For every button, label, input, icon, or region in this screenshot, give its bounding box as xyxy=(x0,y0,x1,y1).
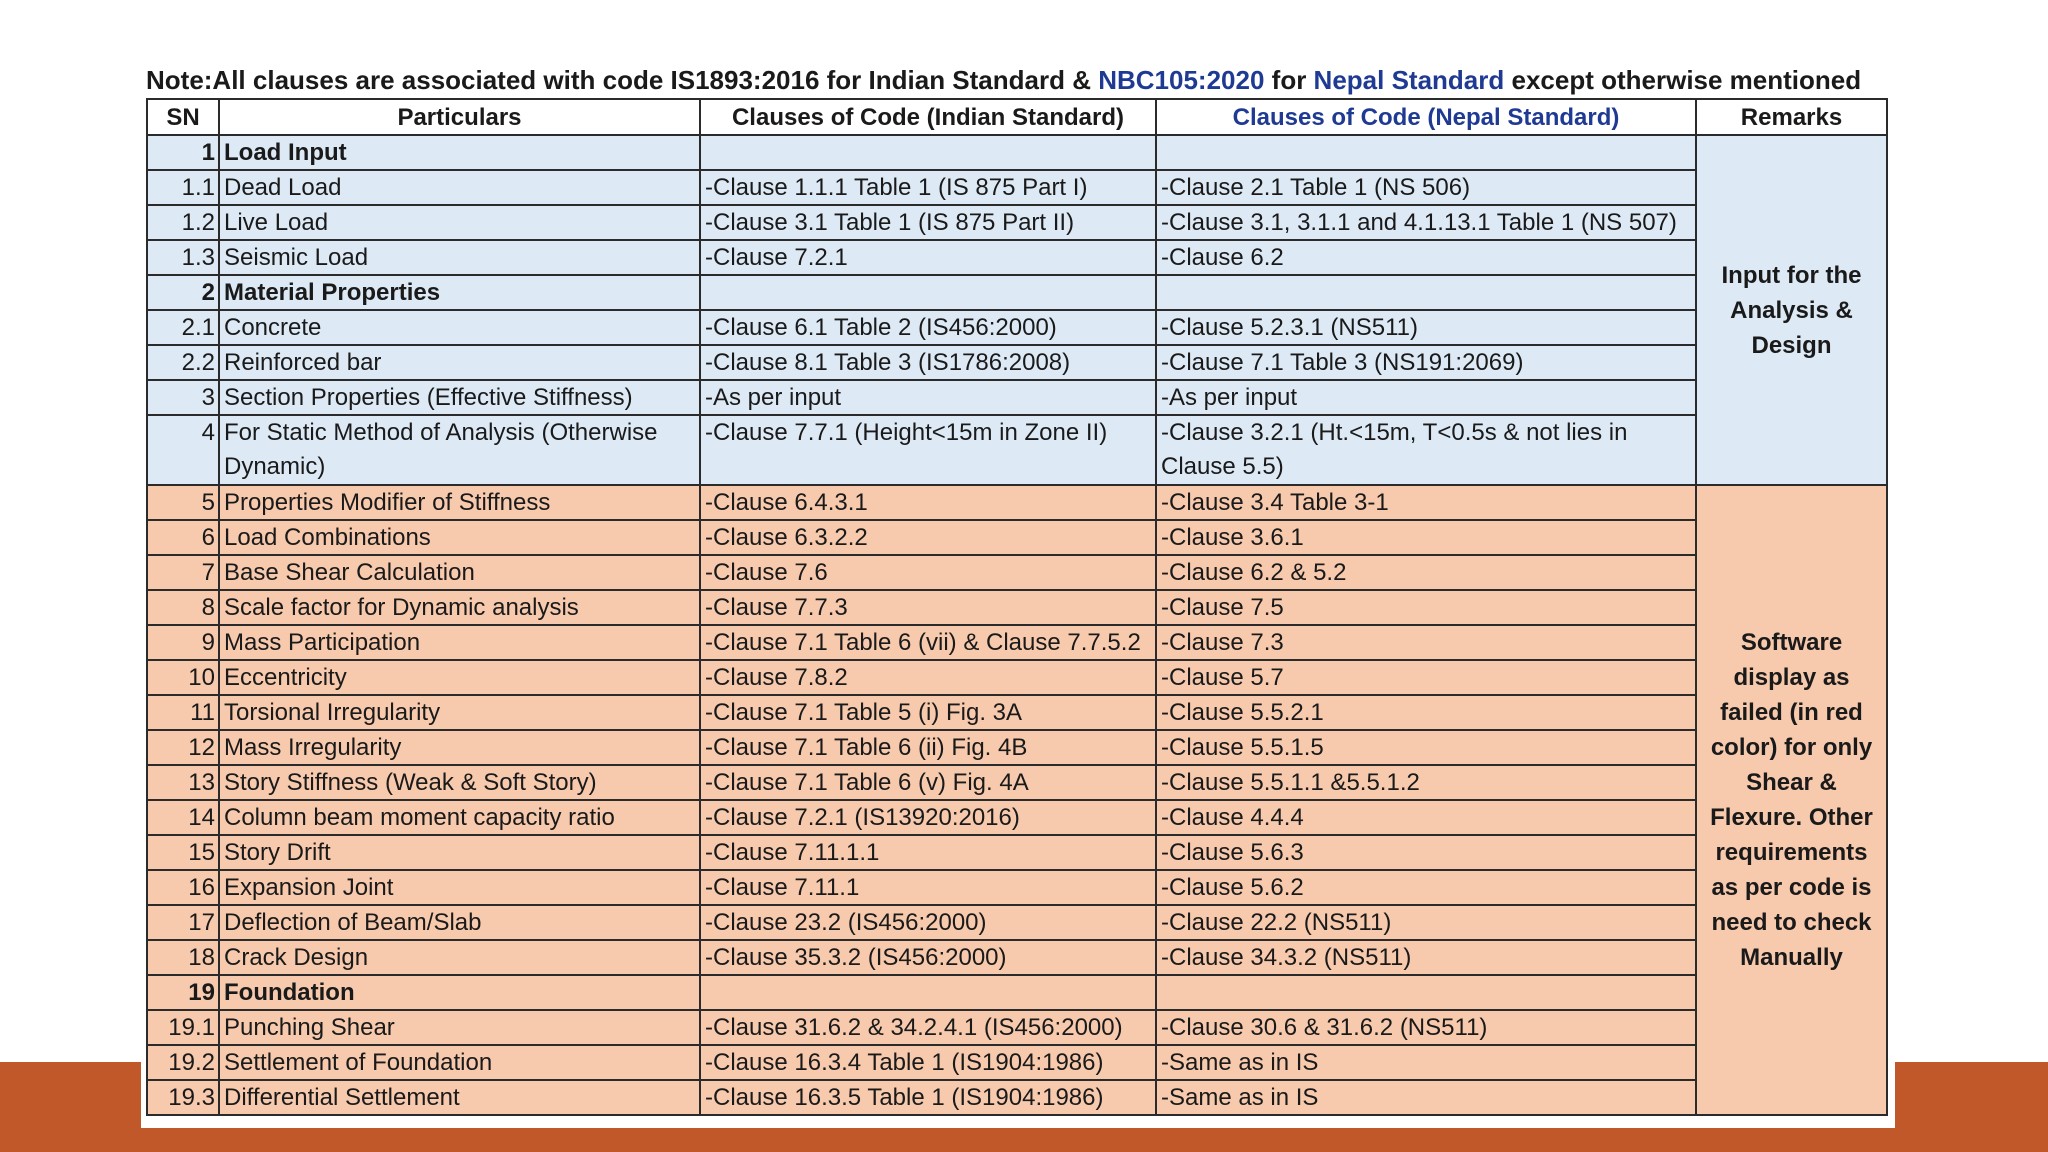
indian-clause-cell xyxy=(700,135,1156,170)
indian-clause-cell: -Clause 7.1 Table 6 (v) Fig. 4A xyxy=(700,765,1156,800)
table-row xyxy=(147,275,1887,310)
table-row xyxy=(147,765,1887,800)
particulars-cell: Seismic Load xyxy=(219,240,700,275)
nepal-clause-cell: -Same as in IS xyxy=(1156,1080,1696,1115)
table-row xyxy=(147,345,1887,380)
table-row xyxy=(147,660,1887,695)
table-row xyxy=(147,1080,1887,1115)
indian-clause-cell: -Clause 1.1.1 Table 1 (IS 875 Part I) xyxy=(700,170,1156,205)
table-row xyxy=(147,520,1887,555)
table-row xyxy=(147,485,1887,520)
header-remarks: Remarks xyxy=(1696,99,1887,135)
nepal-clause-cell: -Clause 4.4.4 xyxy=(1156,800,1696,835)
particulars-cell: Concrete xyxy=(219,310,700,345)
sn-cell: 14 xyxy=(147,800,219,835)
indian-clause-cell: -Clause 35.3.2 (IS456:2000) xyxy=(700,940,1156,975)
table-row xyxy=(147,870,1887,905)
nepal-clause-cell: -Same as in IS xyxy=(1156,1045,1696,1080)
table-row xyxy=(147,905,1887,940)
sn-cell: 11 xyxy=(147,695,219,730)
indian-clause-cell xyxy=(700,975,1156,1010)
indian-clause-cell: -Clause 7.7.3 xyxy=(700,590,1156,625)
indian-clause-cell: -Clause 6.3.2.2 xyxy=(700,520,1156,555)
nepal-clause-cell: -Clause 5.7 xyxy=(1156,660,1696,695)
sn-cell: 1.1 xyxy=(147,170,219,205)
nepal-clause-cell: -Clause 6.2 xyxy=(1156,240,1696,275)
sn-cell: 19.3 xyxy=(147,1080,219,1115)
indian-clause-cell: -Clause 7.1 Table 6 (vii) & Clause 7.7.5.2 xyxy=(700,625,1156,660)
table-row xyxy=(147,555,1887,590)
sn-cell: 16 xyxy=(147,870,219,905)
sn-cell: 2.1 xyxy=(147,310,219,345)
nepal-clause-cell: -Clause 3.6.1 xyxy=(1156,520,1696,555)
particulars-cell: Crack Design xyxy=(219,940,700,975)
nepal-clause-cell: -Clause 7.3 xyxy=(1156,625,1696,660)
nepal-clause-cell: -Clause 5.6.2 xyxy=(1156,870,1696,905)
sn-cell: 19.2 xyxy=(147,1045,219,1080)
nepal-clause-cell: -Clause 7.1 Table 3 (NS191:2069) xyxy=(1156,345,1696,380)
particulars-cell: Differential Settlement xyxy=(219,1080,700,1115)
particulars-cell: Settlement of Foundation xyxy=(219,1045,700,1080)
table-row xyxy=(147,380,1887,415)
nepal-clause-cell: -Clause 22.2 (NS511) xyxy=(1156,905,1696,940)
table-row xyxy=(147,625,1887,660)
nepal-clause-cell: -Clause 7.5 xyxy=(1156,590,1696,625)
sn-cell: 18 xyxy=(147,940,219,975)
indian-clause-cell: -As per input xyxy=(700,380,1156,415)
sn-cell: 4 xyxy=(147,415,219,485)
particulars-cell: Foundation xyxy=(219,975,700,1010)
table-row xyxy=(147,835,1887,870)
header-sn: SN xyxy=(147,99,219,135)
particulars-cell: Column beam moment capacity ratio xyxy=(219,800,700,835)
table-row xyxy=(147,310,1887,345)
header-nepal-clauses: Clauses of Code (Nepal Standard) xyxy=(1156,99,1696,135)
particulars-cell: Load Combinations xyxy=(219,520,700,555)
nepal-clause-cell: -Clause 6.2 & 5.2 xyxy=(1156,555,1696,590)
sn-cell: 1.3 xyxy=(147,240,219,275)
nepal-clause-cell: -Clause 5.5.2.1 xyxy=(1156,695,1696,730)
table-row xyxy=(147,1010,1887,1045)
indian-clause-cell: -Clause 7.1 Table 5 (i) Fig. 3A xyxy=(700,695,1156,730)
particulars-cell: Section Properties (Effective Stiffness) xyxy=(219,380,700,415)
header-indian-clauses: Clauses of Code (Indian Standard) xyxy=(700,99,1156,135)
table-row xyxy=(147,940,1887,975)
table-row xyxy=(147,695,1887,730)
header-row xyxy=(147,99,1887,135)
particulars-cell: Expansion Joint xyxy=(219,870,700,905)
header-particulars: Particulars xyxy=(219,99,700,135)
nepal-clause-cell: -Clause 5.2.3.1 (NS511) xyxy=(1156,310,1696,345)
sn-cell: 2 xyxy=(147,275,219,310)
sn-cell: 15 xyxy=(147,835,219,870)
sn-cell: 6 xyxy=(147,520,219,555)
indian-clause-cell: -Clause 6.1 Table 2 (IS456:2000) xyxy=(700,310,1156,345)
indian-clause-cell: -Clause 6.4.3.1 xyxy=(700,485,1156,520)
indian-clause-cell: -Clause 7.11.1 xyxy=(700,870,1156,905)
table-row xyxy=(147,590,1887,625)
particulars-cell: Torsional Irregularity xyxy=(219,695,700,730)
nepal-clause-cell xyxy=(1156,275,1696,310)
table-row xyxy=(147,135,1887,170)
code-clauses-table xyxy=(146,98,1888,1116)
remarks-input-cell: Input for the Analysis & Design xyxy=(1696,135,1887,485)
indian-clause-cell: -Clause 7.7.1 (Height<15m in Zone II) xyxy=(700,415,1156,485)
indian-clause-cell: -Clause 3.1 Table 1 (IS 875 Part II) xyxy=(700,205,1156,240)
nepal-clause-cell: -As per input xyxy=(1156,380,1696,415)
indian-clause-cell xyxy=(700,275,1156,310)
particulars-cell: Load Input xyxy=(219,135,700,170)
sn-cell: 7 xyxy=(147,555,219,590)
remarks-software-cell: Software display as failed (in red color) for only Shear & Flexure. Other requirements as per code is need to check Manually xyxy=(1696,485,1887,1115)
indian-clause-cell: -Clause 7.11.1.1 xyxy=(700,835,1156,870)
nepal-clause-cell: -Clause 5.5.1.1 &5.5.1.2 xyxy=(1156,765,1696,800)
indian-clause-cell: -Clause 7.2.1 xyxy=(700,240,1156,275)
particulars-cell: Mass Irregularity xyxy=(219,730,700,765)
particulars-cell: Mass Participation xyxy=(219,625,700,660)
nepal-clause-cell: -Clause 2.1 Table 1 (NS 506) xyxy=(1156,170,1696,205)
note-text: Note:All clauses are associated with code IS1893:2016 for Indian Standard & NBC105:2020 for Nepal Standard except otherwise mentioned xyxy=(146,65,1862,95)
particulars-cell: Material Properties xyxy=(219,275,700,310)
nepal-clause-cell: -Clause 5.6.3 xyxy=(1156,835,1696,870)
particulars-cell: Scale factor for Dynamic analysis xyxy=(219,590,700,625)
particulars-cell: Live Load xyxy=(219,205,700,240)
indian-clause-cell: -Clause 7.2.1 (IS13920:2016) xyxy=(700,800,1156,835)
table-row xyxy=(147,170,1887,205)
indian-clause-cell: -Clause 8.1 Table 3 (IS1786:2008) xyxy=(700,345,1156,380)
particulars-cell: Properties Modifier of Stiffness xyxy=(219,485,700,520)
sn-cell: 19.1 xyxy=(147,1010,219,1045)
sn-cell: 1.2 xyxy=(147,205,219,240)
indian-clause-cell: -Clause 16.3.5 Table 1 (IS1904:1986) xyxy=(700,1080,1156,1115)
indian-clause-cell: -Clause 7.8.2 xyxy=(700,660,1156,695)
footer-accent-bar xyxy=(0,1128,2048,1152)
table-row xyxy=(147,205,1887,240)
nepal-clause-cell: -Clause 3.1, 3.1.1 and 4.1.13.1 Table 1 (NS 507) xyxy=(1156,205,1696,240)
particulars-cell: For Static Method of Analysis (Otherwise Dynamic) xyxy=(219,415,700,485)
sn-cell: 10 xyxy=(147,660,219,695)
nepal-clause-cell: -Clause 3.4 Table 3-1 xyxy=(1156,485,1696,520)
particulars-cell: Story Stiffness (Weak & Soft Story) xyxy=(219,765,700,800)
particulars-cell: Story Drift xyxy=(219,835,700,870)
sn-cell: 17 xyxy=(147,905,219,940)
indian-clause-cell: -Clause 31.6.2 & 34.2.4.1 (IS456:2000) xyxy=(700,1010,1156,1045)
particulars-cell: Eccentricity xyxy=(219,660,700,695)
table-row xyxy=(147,415,1887,485)
sn-cell: 3 xyxy=(147,380,219,415)
table-row xyxy=(147,800,1887,835)
indian-clause-cell: -Clause 7.6 xyxy=(700,555,1156,590)
sn-cell: 2.2 xyxy=(147,345,219,380)
nepal-clause-cell: -Clause 30.6 & 31.6.2 (NS511) xyxy=(1156,1010,1696,1045)
sn-cell: 9 xyxy=(147,625,219,660)
table-row xyxy=(147,975,1887,1010)
table-row xyxy=(147,1045,1887,1080)
particulars-cell: Reinforced bar xyxy=(219,345,700,380)
sn-cell: 13 xyxy=(147,765,219,800)
particulars-cell: Punching Shear xyxy=(219,1010,700,1045)
particulars-cell: Base Shear Calculation xyxy=(219,555,700,590)
indian-clause-cell: -Clause 16.3.4 Table 1 (IS1904:1986) xyxy=(700,1045,1156,1080)
sn-cell: 1 xyxy=(147,135,219,170)
nepal-clause-cell xyxy=(1156,975,1696,1010)
indian-clause-cell: -Clause 23.2 (IS456:2000) xyxy=(700,905,1156,940)
table-row xyxy=(147,240,1887,275)
nepal-clause-cell xyxy=(1156,135,1696,170)
nepal-clause-cell: -Clause 34.3.2 (NS511) xyxy=(1156,940,1696,975)
sn-cell: 8 xyxy=(147,590,219,625)
particulars-cell: Deflection of Beam/Slab xyxy=(219,905,700,940)
table-row xyxy=(147,730,1887,765)
nepal-clause-cell: -Clause 3.2.1 (Ht.<15m, T<0.5s & not lies in Clause 5.5) xyxy=(1156,415,1696,485)
nepal-clause-cell: -Clause 5.5.1.5 xyxy=(1156,730,1696,765)
particulars-cell: Dead Load xyxy=(219,170,700,205)
indian-clause-cell: -Clause 7.1 Table 6 (ii) Fig. 4B xyxy=(700,730,1156,765)
sn-cell: 19 xyxy=(147,975,219,1010)
sn-cell: 12 xyxy=(147,730,219,765)
sn-cell: 5 xyxy=(147,485,219,520)
